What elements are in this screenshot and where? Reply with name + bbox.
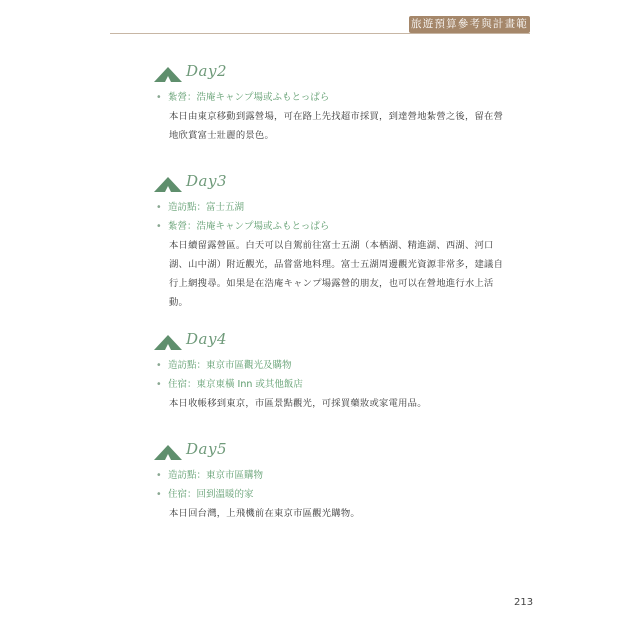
list-item: • 住宿：東京東橫 Inn 或其他飯店 bbox=[156, 379, 303, 390]
day-section-2 bbox=[152, 62, 532, 145]
tent-icon bbox=[152, 65, 184, 83]
day-label: Day3 bbox=[186, 172, 227, 190]
day-description: 本日由東京移動到露營場，可在路上先找超市採買，到達營地紮營之後，留在營地欣賞富士壯麗的景色。 bbox=[169, 111, 504, 141]
day-section-3 bbox=[152, 172, 532, 312]
page-number: 213 bbox=[514, 597, 534, 608]
list-item: • 住宿：回到溫暖的家 bbox=[156, 489, 254, 500]
chapter-header-tab: 旅遊預算參考與計畫範例 bbox=[411, 18, 528, 47]
list-item: • 造訪點：東京市區購物 bbox=[156, 470, 264, 481]
day-description: 本日續留露營區。白天可以自駕前往富士五湖（本栖湖、精進湖、西湖、河口湖、山中湖）附近觀光，品嘗當地料理。富士五湖周邊觀光資源非常多，建議自行上網搜尋。如果是在浩庵キャンプ場露營的朋友，也可以在營地進行水上活動。 bbox=[169, 240, 504, 308]
tent-icon bbox=[152, 443, 184, 461]
header-divider bbox=[110, 33, 530, 34]
day-label: Day5 bbox=[186, 440, 227, 458]
tent-icon bbox=[152, 333, 184, 351]
tent-icon bbox=[152, 175, 184, 193]
day-title bbox=[152, 62, 532, 84]
list-item: • 造訪點：富士五湖 bbox=[156, 202, 245, 213]
day-section-4 bbox=[152, 330, 532, 413]
day-section-5 bbox=[152, 440, 532, 523]
list-item: • 紮營：浩庵キャンプ場或ふもとっぱら bbox=[156, 221, 330, 232]
day-title bbox=[152, 330, 532, 352]
day-description: 本日收帳移到東京，市區景點觀光，可採買藥妝或家電用品。 bbox=[169, 398, 427, 409]
day-title bbox=[152, 172, 532, 194]
day-label: Day2 bbox=[186, 62, 227, 80]
day-title bbox=[152, 440, 532, 462]
day-description: 本日回台灣，上飛機前在東京市區觀光購物。 bbox=[169, 508, 360, 519]
day-label: Day4 bbox=[186, 330, 227, 348]
list-item: • 紮營：浩庵キャンプ場或ふもとっぱら bbox=[156, 92, 330, 103]
list-item: • 造訪點：東京市區觀光及購物 bbox=[156, 360, 292, 371]
